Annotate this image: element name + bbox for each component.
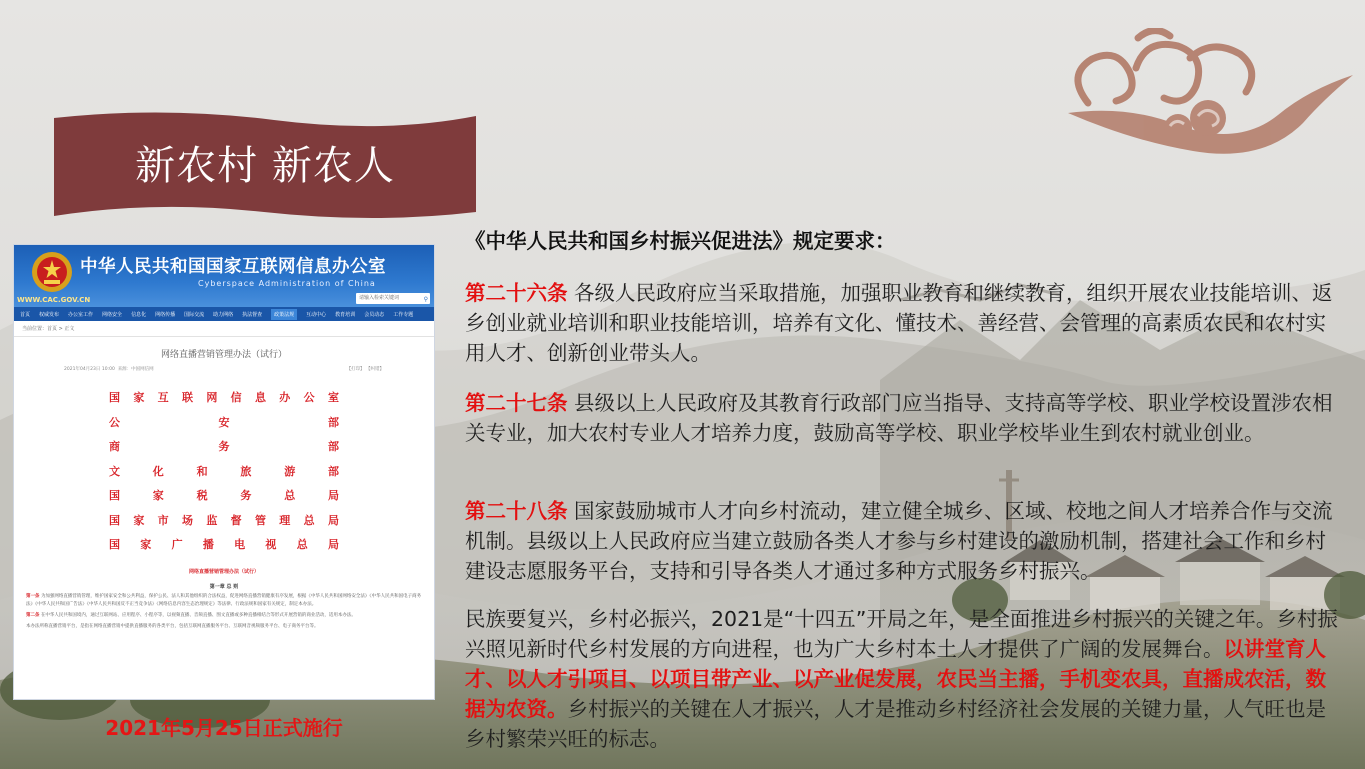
- agency-char: 部: [328, 415, 339, 429]
- chapter-heading: 第一章 总 则: [209, 583, 239, 590]
- agency-row: [109, 435, 339, 460]
- agency-char: 互: [157, 391, 169, 404]
- article-number: 第二十七条: [465, 391, 568, 415]
- agency-char: 总: [284, 489, 296, 502]
- national-emblem-icon: [30, 250, 74, 294]
- nav-item[interactable]: 首页: [20, 311, 31, 318]
- site-nav: [14, 307, 434, 321]
- agency-char: 理: [279, 513, 291, 527]
- doc-paragraph: 第一条 为加强网络直播营销管理，维护国家安全和公共利益，保护公民、法人和其他组织的合法权益，促进网络直播营销健康有序发展，根据《中华人民共和国网络安全法》《中华人民共和国电子商务法》《中华人民共和国广告法》《中华人民共和国反不正当竞争法》《网络信息内容生态治理规定》等法律、行政法规和国家有关规定，制定本办法。: [26, 593, 422, 607]
- agency-char: 联: [181, 391, 193, 404]
- effective-date-caption: 2021年5月25日正式施行: [105, 716, 343, 740]
- cac-website-screenshot: [13, 244, 435, 700]
- nav-item[interactable]: 办公室工作: [68, 311, 94, 318]
- agency-char: 游: [284, 464, 296, 478]
- nav-item[interactable]: 国际交流: [184, 311, 205, 318]
- agency-char: 国: [109, 391, 120, 404]
- nav-item[interactable]: 网络传播: [155, 311, 176, 318]
- article-number: 第二十六条: [465, 281, 568, 305]
- agency-row: [109, 411, 339, 436]
- issuing-agencies: [109, 386, 339, 558]
- article-number: 第二十八条: [465, 499, 568, 523]
- agency-char: 息: [254, 391, 266, 404]
- agency-row: [109, 509, 339, 534]
- agency-char: 家: [133, 513, 145, 527]
- search-placeholder: 请输入检索关键词: [359, 295, 400, 301]
- closing-paragraph: [465, 604, 1345, 754]
- agency-char: 国: [109, 538, 120, 551]
- doc-title: 网络直播营销管理办法（试行）: [160, 350, 287, 360]
- print-link[interactable]: 【打印】: [346, 367, 365, 372]
- nav-item[interactable]: 网络安全: [102, 311, 123, 318]
- nav-item[interactable]: 执法督查: [242, 311, 263, 318]
- agency-char: 局: [327, 538, 339, 551]
- agency-char: 播: [202, 538, 214, 551]
- agency-char: 务: [218, 440, 230, 453]
- agency-char: 总: [296, 538, 308, 551]
- agency-char: 督: [230, 513, 242, 527]
- agency-char: 管: [254, 513, 266, 527]
- nav-item[interactable]: 工作专题: [393, 311, 414, 318]
- law-title: 《中华人民共和国乡村振兴促进法》规定要求：: [465, 229, 896, 253]
- agency-row: [109, 484, 339, 509]
- agency-char: 家: [140, 538, 152, 551]
- agency-char: 国: [109, 489, 120, 502]
- agency-char: 监: [206, 513, 218, 527]
- article-28: [465, 496, 1345, 586]
- agency-char: 和: [196, 464, 208, 478]
- closing-text: 民族要复兴，乡村必振兴，2021是“十四五”开局之年，是全面推进乡村振兴的关键之年。乡村振兴照见新时代乡村发展的方向进程，也为广大乡村本土人才提供了广阔的发展舞台。: [465, 607, 1338, 661]
- closing-highlight: 以讲堂育人才、以人才引项目、以项目带产业、以产业促发展，农民当主播，手机变农具，直播成农活，数据为农资。: [465, 637, 1326, 721]
- agency-char: 安: [218, 415, 230, 429]
- nav-item[interactable]: 教育培训: [335, 311, 356, 318]
- agency-char: 市: [157, 513, 169, 527]
- agency-char: 局: [327, 489, 339, 502]
- nav-item-active[interactable]: 政策法规: [271, 309, 297, 320]
- closing-text: 乡村振兴的关键在人才振兴，人才是推动乡村经济社会发展的关键力量，人气旺也是乡村繁荣兴旺的标志。: [465, 697, 1326, 751]
- site-header: [14, 245, 434, 307]
- agency-char: 部: [327, 464, 339, 478]
- correction-link[interactable]: 【纠错】: [366, 367, 384, 372]
- doc-subtitle: 网络直播营销管理办法（试行）: [188, 568, 259, 575]
- search-icon[interactable]: ⚲: [423, 296, 428, 303]
- agency-row: [109, 533, 339, 558]
- agency-char: 家: [152, 489, 164, 502]
- agency-char: 部: [328, 440, 339, 453]
- site-url: WWW.CAC.GOV.CN: [17, 296, 91, 304]
- agency-char: 视: [265, 538, 277, 551]
- agency-char: 公: [109, 415, 120, 429]
- agency-char: 办: [279, 391, 291, 404]
- article-text: 县级以上人民政府及其教育行政部门应当指导、支持高等学校、职业学校设置涉农相关专业，加大农村专业人才培养力度，鼓励高等学校、职业学校毕业生到农村就业创业。: [465, 391, 1333, 445]
- agency-char: 室: [327, 391, 339, 404]
- agency-char: 务: [240, 489, 252, 502]
- doc-date: 2021年04月23日 10:00: [64, 367, 115, 372]
- auspicious-cloud-ornament: [1058, 28, 1358, 163]
- agency-row: [109, 460, 339, 485]
- doc-meta: [14, 360, 434, 378]
- article-26: [465, 278, 1345, 368]
- nav-item[interactable]: 权威发布: [39, 311, 60, 318]
- slide-title: 新农村 新农人: [135, 143, 395, 189]
- breadcrumb: 当前位置：首页 > 正文: [14, 321, 434, 337]
- nav-item[interactable]: 会员动态: [364, 311, 385, 318]
- agency-char: 信: [230, 391, 242, 404]
- article-text: 国家鼓励城市人才向乡村流动，建立健全城乡、区域、校地之间人才培养合作与交流机制。县级以上人民政府应当建立鼓励各类人才参与乡村建设的激励机制，搭建社会工作和乡村建设志愿服务平台，支持和引导各类人才通过多种方式服务乡村振兴。: [465, 499, 1333, 583]
- agency-char: 电: [234, 538, 246, 551]
- para-label: 第一条: [26, 593, 40, 599]
- agency-char: 国: [109, 513, 120, 527]
- doc-source: 来源：中国网信网: [117, 367, 154, 372]
- agency-char: 局: [327, 513, 339, 527]
- agency-char: 总: [303, 513, 315, 527]
- agency-char: 广: [171, 538, 183, 551]
- agency-char: 文: [109, 464, 120, 478]
- site-search-input[interactable]: [356, 293, 430, 304]
- doc-paragraph: 本办法所称直播营销平台，是指在网络直播营销中提供直播服务的各类平台，包括互联网直播服务平台、互联网音视频服务平台、电子商务平台等。: [26, 623, 319, 629]
- nav-item[interactable]: 互动中心: [306, 311, 327, 318]
- para-label: 第二条: [26, 612, 40, 618]
- article-27: [465, 388, 1345, 448]
- agency-char: 商: [109, 440, 120, 453]
- agency-char: 化: [152, 464, 164, 478]
- site-name-en: Cyberspace Administration of China: [198, 279, 376, 288]
- title-banner: [54, 112, 476, 220]
- agency-char: 旅: [240, 464, 252, 478]
- agency-row: [109, 386, 339, 411]
- article-text: 各级人民政府应当采取措施，加强职业教育和继续教育，组织开展农业技能培训、返乡创业就业培训和职业技能培训，培养有文化、懂技术、善经营、会管理的高素质农民和农村实用人才、创新创业带头人。: [465, 281, 1333, 365]
- agency-char: 网: [206, 391, 218, 404]
- nav-item[interactable]: 助力网络: [213, 311, 234, 318]
- agency-char: 公: [303, 391, 315, 404]
- doc-paragraph: 第二条 在中华人民共和国境内，通过互联网站、应用程序、小程序等，以视频直播、音频直播、图文直播或多种直播相结合等形式开展营销的商业活动，适用本办法。: [26, 612, 356, 618]
- nav-item[interactable]: 信息化: [131, 311, 147, 318]
- agency-char: 税: [196, 489, 208, 502]
- agency-char: 家: [133, 391, 145, 404]
- site-name-cn: 中华人民共和国国家互联网信息办公室: [80, 257, 386, 277]
- agency-char: 场: [181, 513, 193, 527]
